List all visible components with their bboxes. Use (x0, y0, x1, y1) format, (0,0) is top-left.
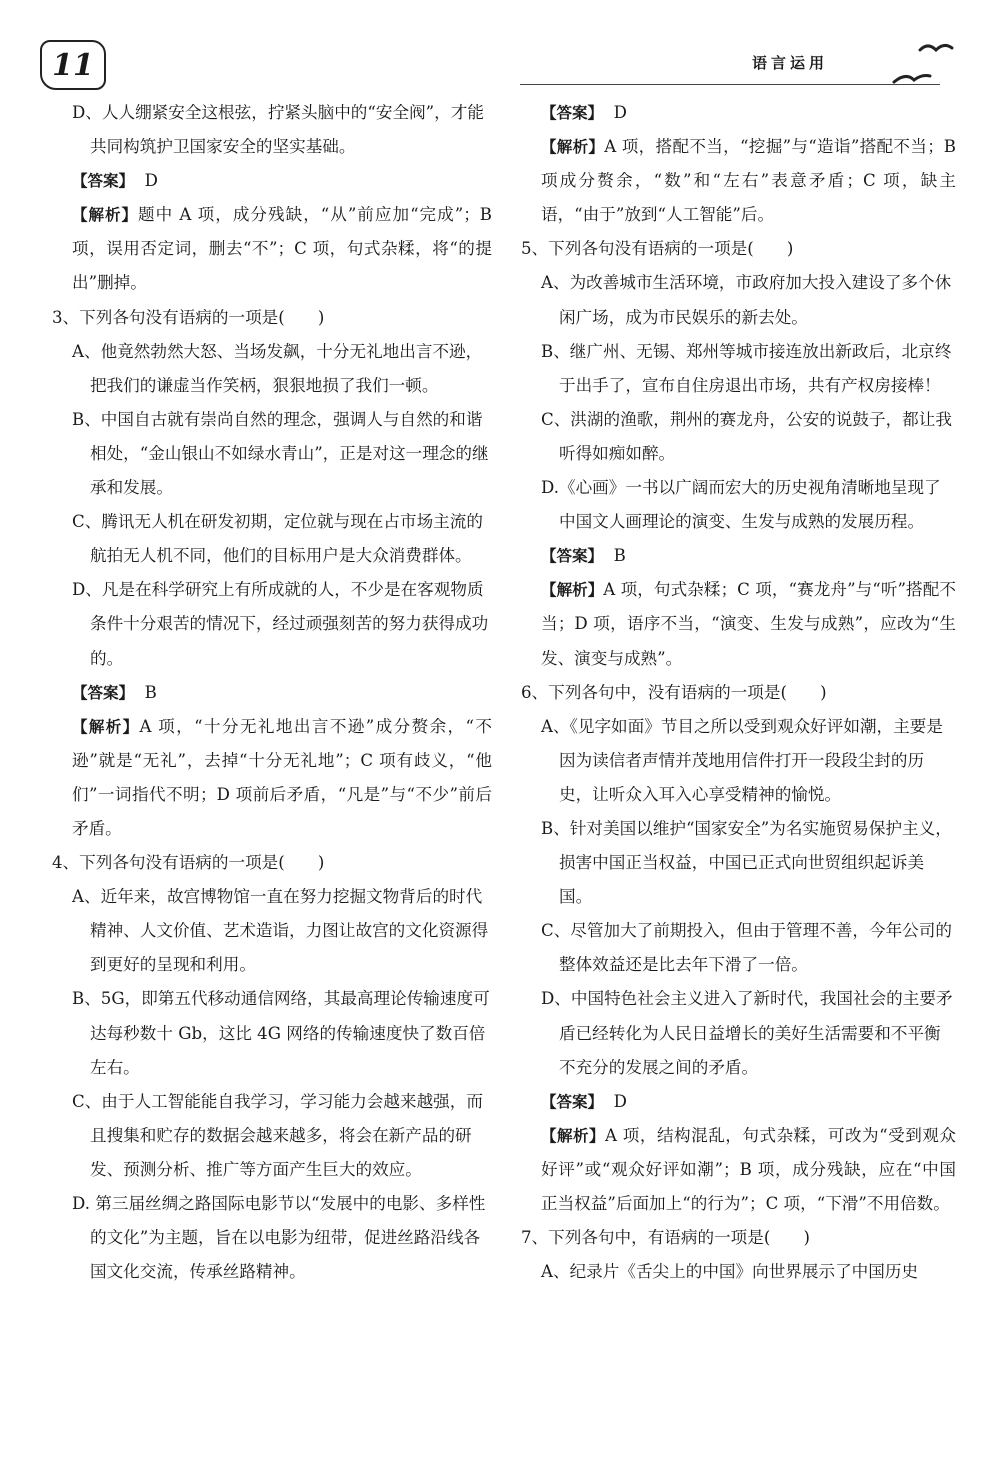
q3-analysis (52, 710, 492, 846)
q4-option-d: D. 第三届丝绸之路国际电影节以“发展中的电影、多样性的文化”为主题，旨在以电影为纽带，促进丝路沿线各国文化交流，传承丝路精神。 (72, 1194, 486, 1282)
q6-option-d: D、中国特色社会主义进入了新时代，我国社会的主要矛盾已经转化为人民日益增长的美好生活需要和不平衡不充分的发展之间的矛盾。 (541, 989, 953, 1077)
right-column (521, 96, 956, 1289)
q2-answer (52, 164, 492, 198)
analysis-text: A 项，搭配不当，“挖掘”与“造诣”搭配不当；B 项成分赘余，“数”和“左右”表意矛盾；C 项，缺主语，“由于”放到“人工智能”后。 (541, 137, 956, 225)
q3-option-b: B、中国自古就有崇尚自然的理念，强调人与自然的和谐相处，“金山银山不如绿水青山”，正是对这一理念的继承和发展。 (72, 409, 489, 498)
analysis-label: 【解析】 (541, 581, 604, 600)
analysis-label: 【解析】 (72, 206, 138, 225)
q4-answer (521, 96, 956, 130)
analysis-text: A 项，“十分无礼地出言不逊”成分赘余，“不逊”就是“无礼”，去掉“十分无礼地”；C 项有歧义，“他们”一词指代不明；D 项前后矛盾，“凡是”与“不少”前后矛盾。 (72, 716, 492, 838)
q4-option-b: B、5G，即第五代移动通信网络，其最高理论传输速度可达每秒数十 Gb，这比 4G 网络的传输速度快了数百倍左右。 (72, 989, 490, 1077)
q6-answer (521, 1085, 956, 1119)
q5-option-c: C、洪湖的渔歌，荆州的赛龙舟，公安的说鼓子，都让我听得如痴如醉。 (541, 409, 952, 463)
analysis-text: 题中 A 项，成分残缺，“从”前应加“完成”；B 项，误用否定词，删去“不”；C 项，句式杂糅，将“的提出”删掉。 (72, 205, 492, 293)
q3-option-c: C、腾讯无人机在研发初期，定位就与现在占市场主流的航拍无人机不同，他们的目标用户是大众消费群体。 (72, 512, 483, 566)
bird-icon (892, 70, 932, 88)
answer-label: 【答案】 (541, 547, 604, 566)
q5-option-a: A、为改善城市生活环境，市政府加大投入建设了多个休闲广场，成为市民娱乐的新去处。 (541, 273, 952, 327)
page-header (0, 0, 1000, 100)
q4-option-c: C、由于人工智能能自我学习，学习能力会越来越强，而且搜集和贮存的数据会越来越多，将会在新产品的研发、预测分析、推广等方面产生巨大的效应。 (72, 1091, 483, 1179)
q3-option-a: A、他竟然勃然大怒、当场发飙，十分无礼地出言不逊，把我们的谦虚当作笑柄，狠狠地损了我们一顿。 (72, 341, 483, 395)
q5-analysis (521, 573, 956, 675)
q2-analysis (52, 198, 492, 300)
q4-option-a: A、近年来，故宫博物馆一直在努力挖掘文物背后的时代精神、人文价值、艺术造诣，力图让故宫的文化资源得到更好的呈现和利用。 (72, 887, 489, 975)
answer-label: 【答案】 (541, 1092, 604, 1111)
answer-label: 【答案】 (72, 172, 135, 191)
q7-option-a: A、纪录片《舌尖上的中国》向世界展示了中国历史 (541, 1262, 919, 1282)
answer-value: D (613, 103, 627, 122)
q7-stem: 7、下列各句中，有语病的一项是( ) (521, 1228, 811, 1248)
left-column (52, 96, 492, 1289)
answer-value: B (613, 546, 626, 566)
answer-value: D (613, 1091, 627, 1111)
analysis-text: A 项，结构混乱，句式杂糅，可改为“受到观众好评”或“观众好评如潮”；B 项，成分残缺，应在“中国正当权益”后面加上“的行为”；C 项，“下滑”不用倍数。 (541, 1125, 956, 1213)
q6-option-c: C、尽管加大了前期投入，但由于管理不善，今年公司的整体效益还是比去年下滑了一倍。 (541, 921, 952, 975)
section-title: 语言运用 (752, 54, 829, 72)
q2-option-d: D、人人绷紧安全这根弦，拧紧头脑中的“安全阀”，才能共同构筑护卫国家安全的坚实基础。 (72, 103, 484, 157)
q6-analysis (521, 1119, 956, 1221)
q3-answer (52, 676, 492, 710)
answer-value: B (144, 682, 157, 702)
header-rule (520, 84, 940, 85)
q5-stem: 5、下列各句没有语病的一项是( ) (521, 239, 794, 259)
bird-icon (918, 40, 954, 60)
q3-stem: 3、下列各句没有语病的一项是( ) (52, 307, 325, 327)
analysis-label: 【解析】 (541, 1126, 605, 1145)
q3-option-d: D、凡是在科学研究上有所成就的人，不少是在客观物质条件十分艰苦的情况下，经过顽强刻苦的努力获得成功的。 (72, 580, 489, 668)
q6-option-b: B、针对美国以维护“国家安全”为名实施贸易保护主义，损害中国正当权益，中国已正式向世贸组织起诉美国。 (541, 818, 952, 907)
analysis-label: 【解析】 (541, 138, 605, 157)
answer-label: 【答案】 (541, 104, 604, 122)
analysis-text: A 项，句式杂糅；C 项，“赛龙舟”与“听”搭配不当；D 项，语序不当，“演变、生发与成熟”，应改为“生发、演变与成熟”。 (541, 580, 956, 668)
q4-analysis (521, 130, 956, 232)
answer-value: D (144, 171, 158, 191)
q5-answer (521, 539, 956, 573)
q6-stem: 6、下列各句中，没有语病的一项是( ) (521, 682, 827, 702)
q6-option-a: A、《见字如面》节目之所以受到观众好评如潮，主要是因为读信者声情并茂地用信件打开一段段尘封的历史，让听众入耳入心享受精神的愉悦。 (541, 716, 943, 804)
q5-option-d: D.《心画》一书以广阔而宏大的历史视角清晰地呈现了中国文人画理论的演变、生发与成熟的发展历程。 (541, 478, 941, 532)
answer-label: 【答案】 (72, 683, 135, 702)
q5-option-b: B、继广州、无锡、郑州等城市接连放出新政后，北京终于出手了，宣布自住房退出市场，共有产权房接棒！ (541, 341, 952, 395)
analysis-label: 【解析】 (72, 717, 140, 736)
page-number-badge: 11 (40, 40, 106, 90)
q4-stem: 4、下列各句没有语病的一项是( ) (52, 853, 325, 873)
